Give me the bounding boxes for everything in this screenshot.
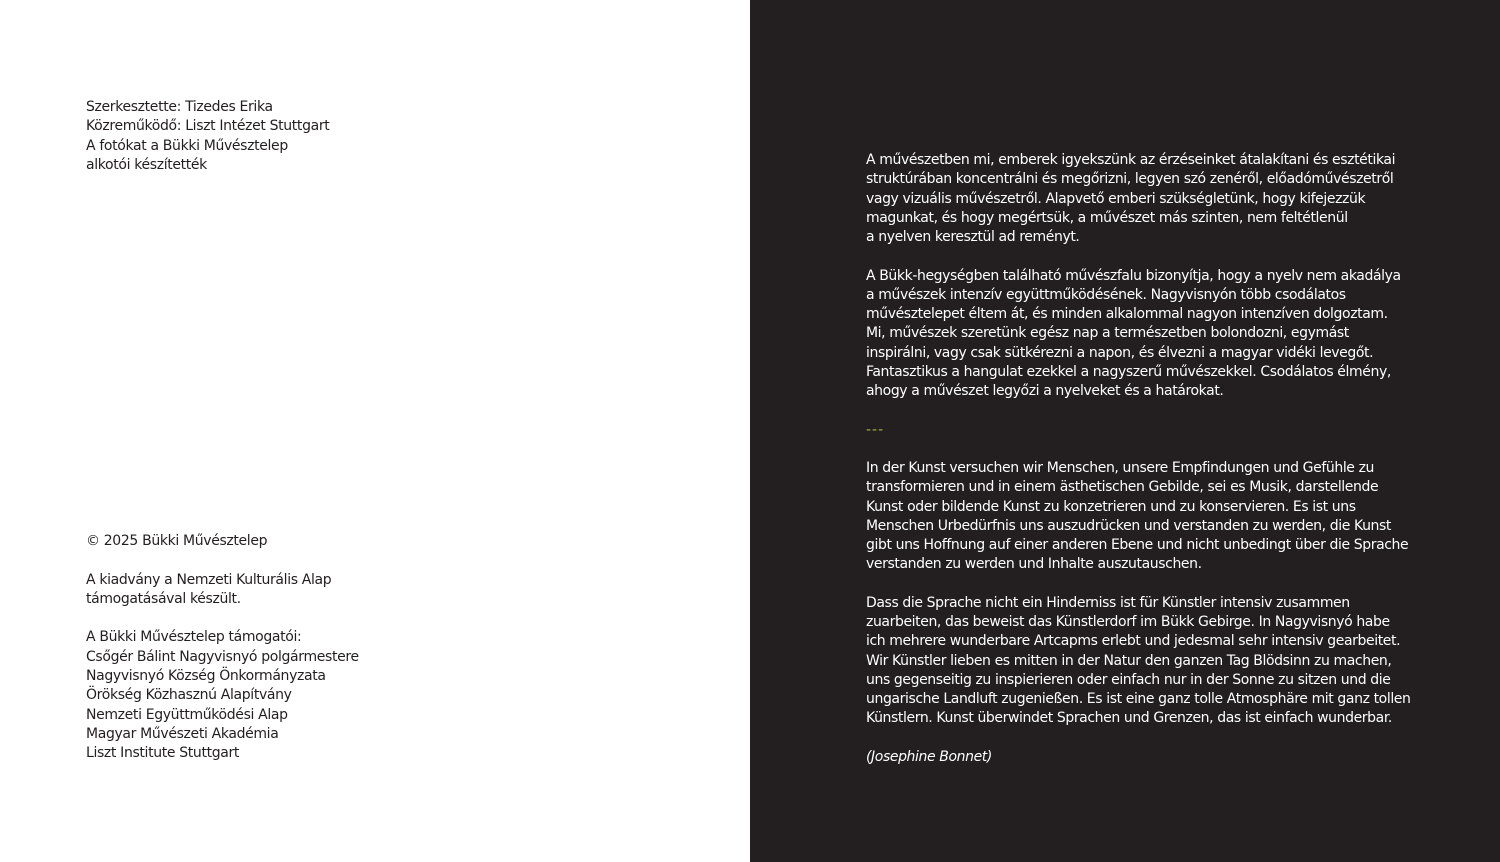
hungarian-paragraph-2 <box>866 267 1426 402</box>
text-line: a művészek intenzív együttműködésének. Nagyvisnyón több csodálatos <box>866 286 1346 303</box>
text-line: Wir Künstler lieben es mitten in der Natur den ganzen Tag Blödsinn zu machen, <box>866 652 1392 669</box>
hungarian-paragraph-1 <box>866 151 1426 247</box>
language-separator: --- <box>866 421 885 438</box>
funding-line: támogatásával készült. <box>86 590 241 607</box>
text-line: uns gegenseitig zu inspierieren oder einfach nur in der Sonne zu sitzen und die <box>866 671 1391 688</box>
rights-block <box>86 532 359 764</box>
supporters-heading: A Bükki Művésztelep támogatói: <box>86 629 302 646</box>
text-line: Mi, művészek szeretünk egész nap a természetben bolondozni, egymást <box>866 325 1349 342</box>
text-line: Fantasztikus a hangulat ezekkel a nagyszerű művészekkel. Csodálatos élmény, <box>866 363 1391 380</box>
text-line: A Bükk-hegységben található művészfalu bizonyítja, hogy a nyelv nem akadálya <box>866 267 1401 284</box>
supporter-item: Nemzeti Együttműködési Alap <box>86 706 288 723</box>
supporter-item: Magyar Művészeti Akadémia <box>86 725 279 742</box>
text-line: transformieren und in einem ästhetischen Gebilde, sei es Musik, darstellende <box>866 479 1379 496</box>
text-line: inspirálni, vagy csak sütkérezni a napon, és élvezni a magyar vidéki levegőt. <box>866 344 1374 361</box>
german-paragraph-1 <box>866 459 1426 575</box>
text-line: ich mehrere wunderbare Artcapms erlebt und jedesmal sehr intensiv gearbeitet. <box>866 633 1401 650</box>
text-line: Dass die Sprache nicht ein Hinderniss ist für Künstler intensiv zusammen <box>866 594 1350 611</box>
spacer <box>86 551 359 570</box>
text-line: Künstlern. Kunst überwindet Sprachen und Grenzen, das ist einfach wunderbar. <box>866 710 1392 727</box>
text-line: gibt uns Hoffnung auf einer anderen Ebene und nicht unbedingt über die Sprache <box>866 537 1409 553</box>
text-line: struktúrában koncentrálni és megőrizni, legyen szó zenéről, előadóművészetről <box>866 171 1394 188</box>
supporter-item: Örökség Közhasznú Alapítvány <box>86 687 292 704</box>
text-line: ungarische Landluft zugenießen. Es ist eine ganz tolle Atmosphäre mit ganz tollen <box>866 691 1411 707</box>
text-line: verstanden zu werden und Inhalte auszutauschen. <box>866 556 1202 573</box>
author-signature: (Josephine Bonnet) <box>866 748 992 765</box>
text-line: In der Kunst versuchen wir Menschen, unsere Empfindungen und Gefühle zu <box>866 460 1374 476</box>
text-line: művésztelepet éltem át, és minden alkalommal nagyon intenzíven dolgoztam. <box>866 306 1388 322</box>
text-line: Kunst oder bildende Kunst zu konzetrieren und zu konservieren. Es ist uns <box>866 498 1356 515</box>
supporter-item: Nagyvisnyó Község Önkormányzata <box>86 668 326 685</box>
text-line: ahogy a művészet legyőzi a nyelveket és a határokat. <box>866 383 1224 399</box>
credits-block <box>86 98 329 175</box>
essay-text <box>866 151 1426 767</box>
right-page <box>750 0 1500 862</box>
credit-line-photos: A fotókat a Bükki Művésztelep <box>86 137 288 154</box>
german-paragraph-2 <box>866 594 1426 729</box>
spacer <box>86 609 359 628</box>
text-line: vagy vizuális művészetről. Alapvető emberi szükségletünk, hogy kifejezzük <box>866 190 1366 207</box>
credit-line-photos-cont: alkotói készítették <box>86 156 207 173</box>
supporter-item: Liszt Institute Stuttgart <box>86 745 240 762</box>
copyright-line: © 2025 Bükki Művésztelep <box>86 533 268 549</box>
funding-line: A kiadvány a Nemzeti Kulturális Alap <box>86 571 332 588</box>
text-line: a nyelven keresztül ad reményt. <box>866 229 1080 245</box>
credit-line-contributor: Közreműködő: Liszt Intézet Stuttgart <box>86 118 330 135</box>
supporter-item: Csőgér Bálint Nagyvisnyó polgármestere <box>86 648 359 665</box>
text-line: A művészetben mi, emberek igyekszünk az érzéseinket átalakítani és esztétikai <box>866 152 1396 168</box>
text-line: magunkat, és hogy megértsük, a művészet más szinten, nem feltétlenül <box>866 209 1348 226</box>
credit-line-editor: Szerkesztette: Tizedes Erika <box>86 99 273 115</box>
text-line: Menschen Urbedürfnis uns auszudrücken und verstanden zu werden, die Kunst <box>866 517 1392 534</box>
text-line: zuarbeiten, das beweist das Künstlerdorf im Bükk Gebirge. In Nagyvisnyó habe <box>866 614 1390 630</box>
